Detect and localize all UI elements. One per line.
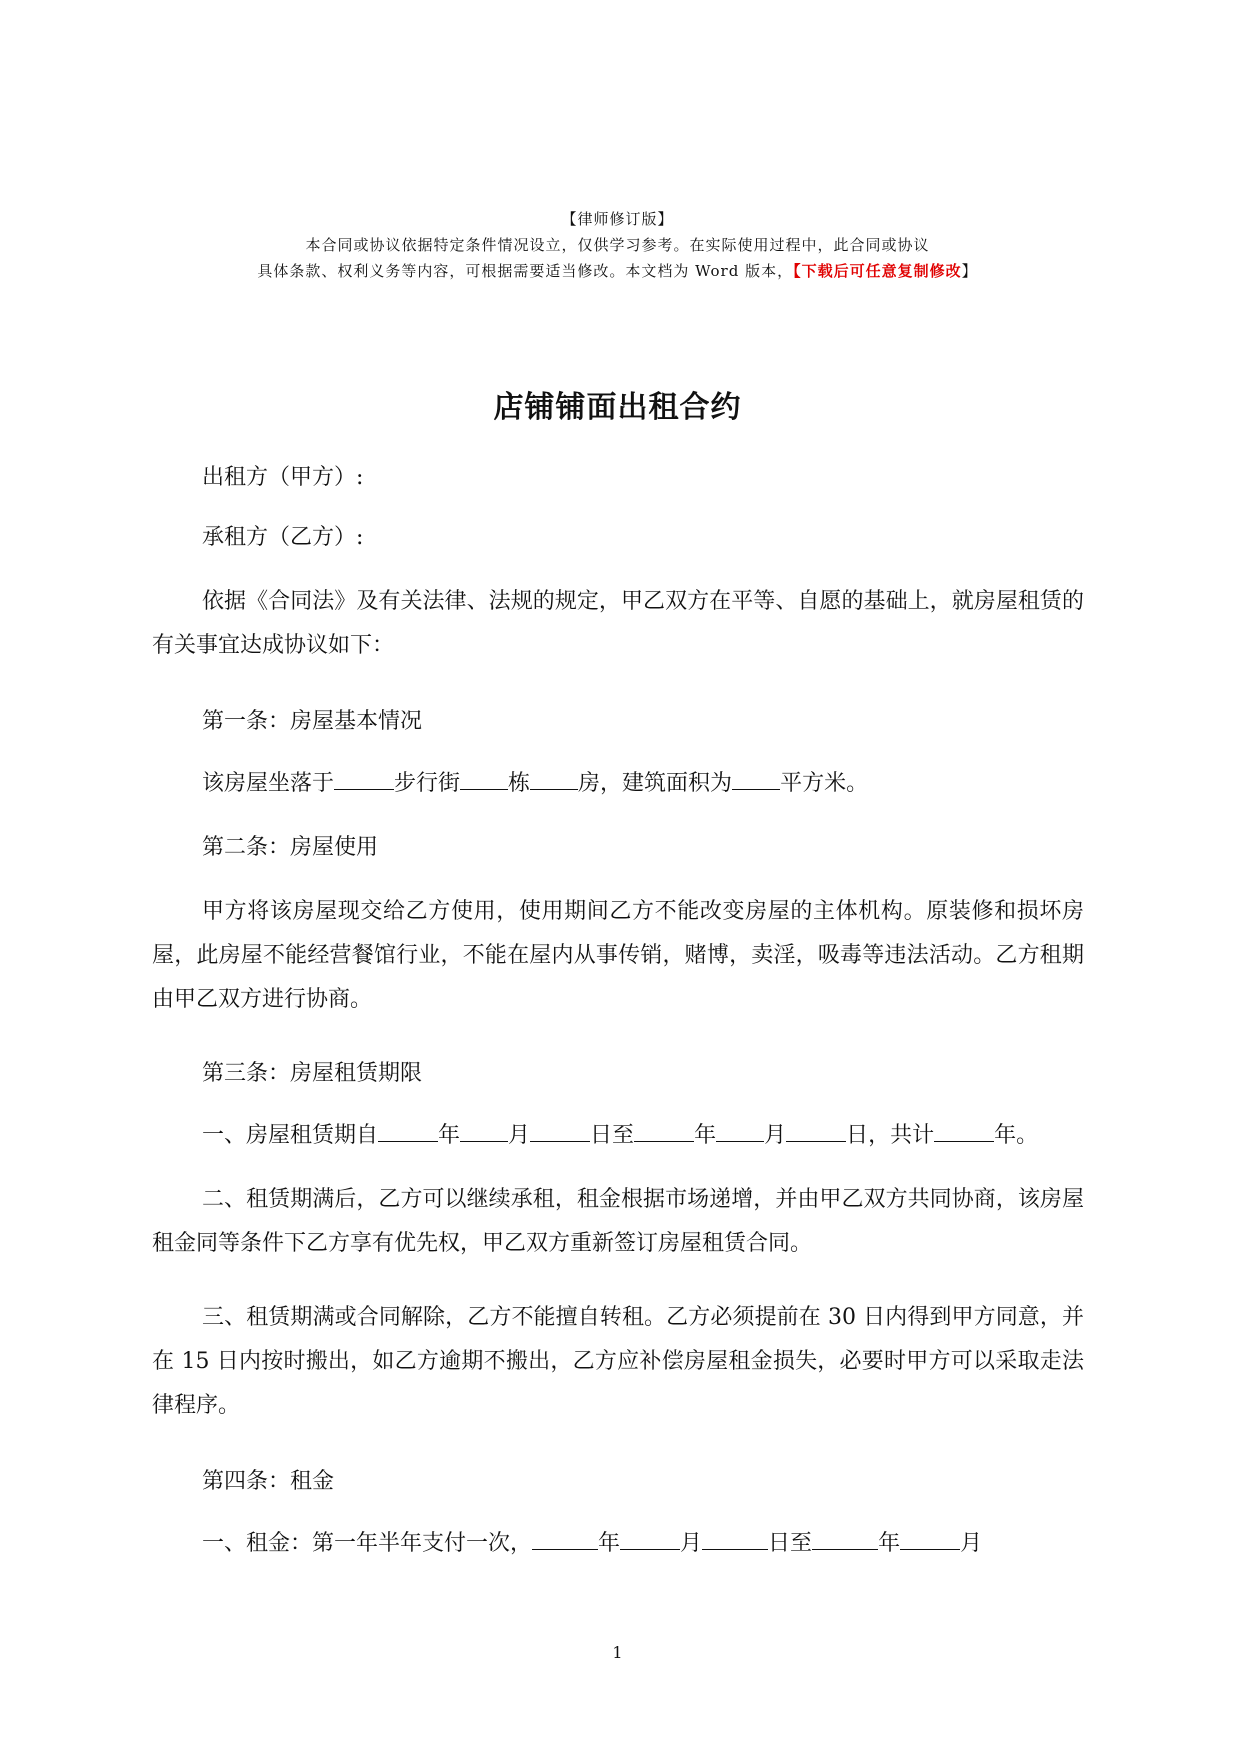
blank-start-month bbox=[460, 1115, 508, 1142]
blank-end-year bbox=[634, 1115, 694, 1142]
article-3-clause-2: 二、租赁期满后，乙方可以继续承租，租金根据市场递增，并由甲乙双方共同协商，该房屋租金同等条件下乙方享有优先权，甲乙双方重新签订房屋租赁合同。 bbox=[152, 1187, 1084, 1256]
blank-area bbox=[732, 763, 780, 790]
page-number: 1 bbox=[612, 1643, 623, 1662]
blank-rent-end-year bbox=[812, 1523, 878, 1550]
disclaimer-line-2 bbox=[0, 258, 1235, 284]
article-4-heading: 第四条：租金 bbox=[202, 1469, 335, 1494]
blank-total-years bbox=[934, 1115, 994, 1142]
blank-rent-start-year bbox=[532, 1523, 598, 1550]
blank-building bbox=[460, 763, 508, 790]
blank-rent-end-month bbox=[900, 1523, 960, 1550]
blank-room bbox=[530, 763, 578, 790]
blank-start-day bbox=[530, 1115, 590, 1142]
article-3-clause-1: 一、房屋租赁期自 年 月 日至 年 月 日，共计 年。 bbox=[152, 1114, 1084, 1158]
blank-location bbox=[334, 763, 394, 790]
download-notice: 【下载后可任意复制修改 bbox=[793, 262, 962, 280]
article-2-heading: 第二条：房屋使用 bbox=[202, 835, 379, 860]
lessor-line: 出租方（甲方）: bbox=[202, 465, 364, 490]
disclaimer-bracket: 】 bbox=[961, 262, 978, 280]
blank-end-day bbox=[786, 1115, 846, 1142]
disclaimer-line-1: 本合同或协议依据特定条件情况设立，仅供学习参考。在实际使用过程中，此合同或协议 bbox=[305, 236, 930, 254]
document-title: 店铺铺面出租合约 bbox=[493, 390, 742, 425]
preamble-paragraph: 依据《合同法》及有关法律、法规的规定，甲乙双方在平等、自愿的基础上，就房屋租赁的有关事宜达成协议如下： bbox=[152, 589, 1084, 658]
article-4-clause-1: 一、租金：第一年半年支付一次， 年 月 日至 年 月 bbox=[152, 1522, 1084, 1566]
blank-rent-start-day bbox=[702, 1523, 768, 1550]
article-2-body: 甲方将该房屋现交给乙方使用，使用期间乙方不能改变房屋的主体机构。原装修和损坏房屋，此房屋不能经营餐馆行业，不能在屋内从事传销，赌博，卖淫，吸毒等违法活动。乙方租期由甲乙双方进行协商。 bbox=[152, 899, 1084, 1012]
lessee-line: 承租方（乙方）: bbox=[202, 525, 364, 550]
blank-end-month bbox=[716, 1115, 764, 1142]
article-1-heading: 第一条：房屋基本情况 bbox=[202, 709, 423, 734]
article-3-heading: 第三条：房屋租赁期限 bbox=[202, 1061, 423, 1086]
article-1-body: 该房屋坐落于 步行街 栋 房，建筑面积为 平方米。 bbox=[152, 762, 1084, 806]
disclaimer-text: 具体条款、权利义务等内容，可根据需要适当修改。本文档为 Word 版本， bbox=[257, 262, 794, 280]
blank-start-year bbox=[378, 1115, 438, 1142]
revision-notice-title: 【律师修订版】 bbox=[561, 210, 674, 228]
article-3-clause-3: 三、租赁期满或合同解除，乙方不能擅自转租。乙方必须提前在 30 日内得到甲方同意，并在 15 日内按时搬出，如乙方逾期不搬出，乙方应补偿房屋租金损失，必要时甲方可以采取走法律程序。 bbox=[152, 1305, 1084, 1418]
blank-rent-start-month bbox=[620, 1523, 680, 1550]
